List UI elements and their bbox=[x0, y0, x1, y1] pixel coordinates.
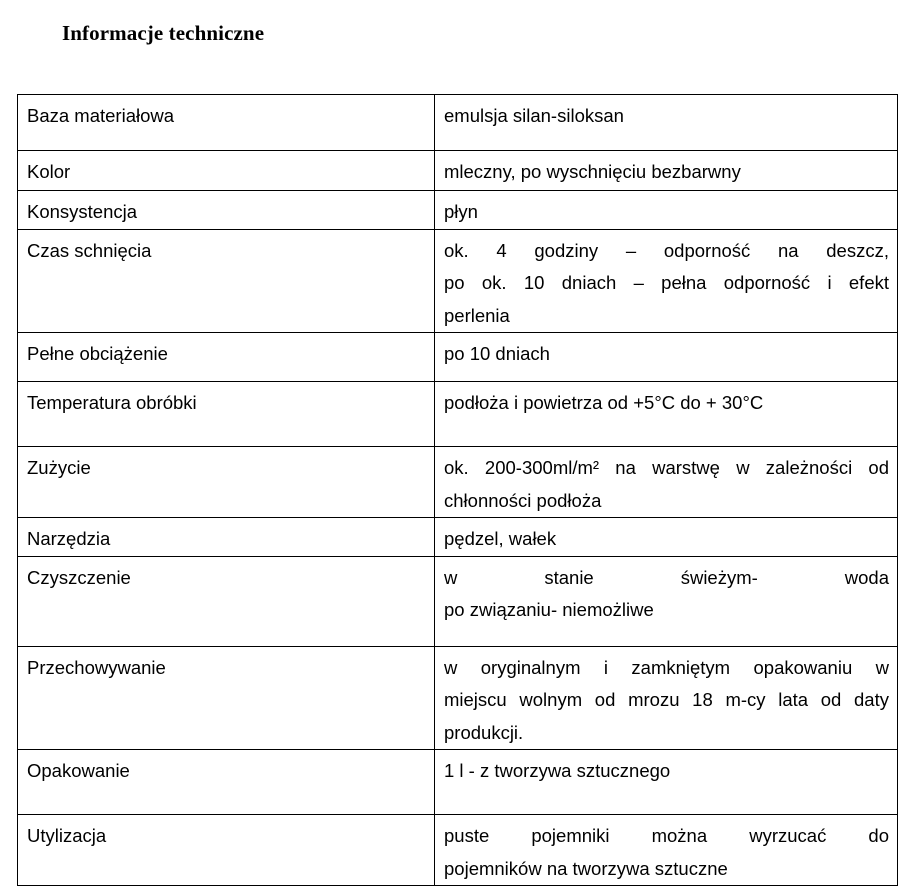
property-value-line: w oryginalnym i zamkniętym opakowaniu w bbox=[444, 656, 889, 678]
property-value-line: w stanie świeżym- woda bbox=[444, 566, 889, 588]
property-label-cell bbox=[18, 229, 435, 333]
property-label: Pełne obciążenie bbox=[27, 343, 168, 364]
table-row bbox=[18, 191, 898, 230]
table-row bbox=[18, 815, 898, 886]
property-value-line: puste pojemniki można wyrzucać do bbox=[444, 825, 889, 846]
property-value-line: płyn bbox=[444, 201, 478, 222]
property-label-cell bbox=[18, 646, 435, 750]
document-title: Informacje techniczne bbox=[62, 21, 265, 45]
table-row bbox=[18, 556, 898, 646]
property-value-cell bbox=[435, 151, 898, 191]
property-label-cell bbox=[18, 191, 435, 230]
property-label: Temperatura obróbki bbox=[27, 392, 197, 413]
property-value-cell bbox=[435, 95, 898, 151]
property-value-line: pędzel, wałek bbox=[444, 528, 557, 549]
property-value-line: produkcji. bbox=[444, 721, 524, 743]
property-label-cell bbox=[18, 95, 435, 151]
property-label-cell bbox=[18, 518, 435, 557]
property-label: Utylizacja bbox=[27, 825, 107, 846]
property-label: Baza materiałowa bbox=[27, 105, 175, 126]
property-label: Konsystencja bbox=[27, 201, 138, 222]
property-value-line: emulsja silan-siloksan bbox=[444, 105, 624, 126]
property-value-cell bbox=[435, 382, 898, 447]
property-label: Zużycie bbox=[27, 457, 91, 478]
property-label-cell bbox=[18, 333, 435, 382]
property-label-cell bbox=[18, 151, 435, 191]
property-label: Przechowywanie bbox=[27, 656, 166, 678]
technical-info-table bbox=[17, 94, 898, 886]
property-value-cell bbox=[435, 815, 898, 886]
property-label-cell bbox=[18, 750, 435, 815]
property-label: Narzędzia bbox=[27, 528, 111, 549]
property-value-line: po związaniu- niemożliwe bbox=[444, 599, 654, 620]
property-value-line: pojemników na tworzywa sztuczne bbox=[444, 857, 728, 879]
property-value-line: po 10 dniach bbox=[444, 343, 550, 364]
property-value-line: po ok. 10 dniach – pełna odporność i efekt bbox=[444, 272, 889, 293]
property-value-line: miejscu wolnym od mrozu 18 m-cy lata od daty bbox=[444, 689, 889, 710]
property-label: Czas schnięcia bbox=[27, 239, 152, 261]
property-value-line: podłoża i powietrza od +5°C do + 30°C bbox=[444, 392, 764, 413]
property-label: Kolor bbox=[27, 161, 71, 182]
table-row bbox=[18, 518, 898, 557]
property-value-cell bbox=[435, 556, 898, 646]
property-label-cell bbox=[18, 447, 435, 518]
table-row bbox=[18, 646, 898, 750]
property-value-line: mleczny, po wyschnięciu bezbarwny bbox=[444, 161, 741, 182]
table-row bbox=[18, 151, 898, 191]
property-label-cell bbox=[18, 556, 435, 646]
table-row bbox=[18, 95, 898, 151]
property-value-cell bbox=[435, 750, 898, 815]
property-value-line: perlenia bbox=[444, 304, 510, 326]
property-value-cell bbox=[435, 333, 898, 382]
table-row bbox=[18, 229, 898, 333]
property-value-cell bbox=[435, 229, 898, 333]
property-value-line: ok. 4 godziny – odporność na deszcz, bbox=[444, 239, 889, 261]
table-row bbox=[18, 382, 898, 447]
property-value-cell bbox=[435, 518, 898, 557]
table-row bbox=[18, 447, 898, 518]
property-label-cell bbox=[18, 815, 435, 886]
property-label: Opakowanie bbox=[27, 760, 130, 781]
table-row bbox=[18, 333, 898, 382]
property-value-line: 1 l - z tworzywa sztucznego bbox=[444, 760, 671, 781]
property-value-line: ok. 200-300ml/m² na warstwę w zależności od bbox=[444, 457, 889, 478]
property-label-cell bbox=[18, 382, 435, 447]
property-value-line: chłonności podłoża bbox=[444, 489, 602, 511]
table-row bbox=[18, 750, 898, 815]
property-value-cell bbox=[435, 191, 898, 230]
property-value-cell bbox=[435, 447, 898, 518]
property-value-cell bbox=[435, 646, 898, 750]
property-label: Czyszczenie bbox=[27, 566, 131, 588]
technical-info-table-body bbox=[18, 95, 898, 886]
